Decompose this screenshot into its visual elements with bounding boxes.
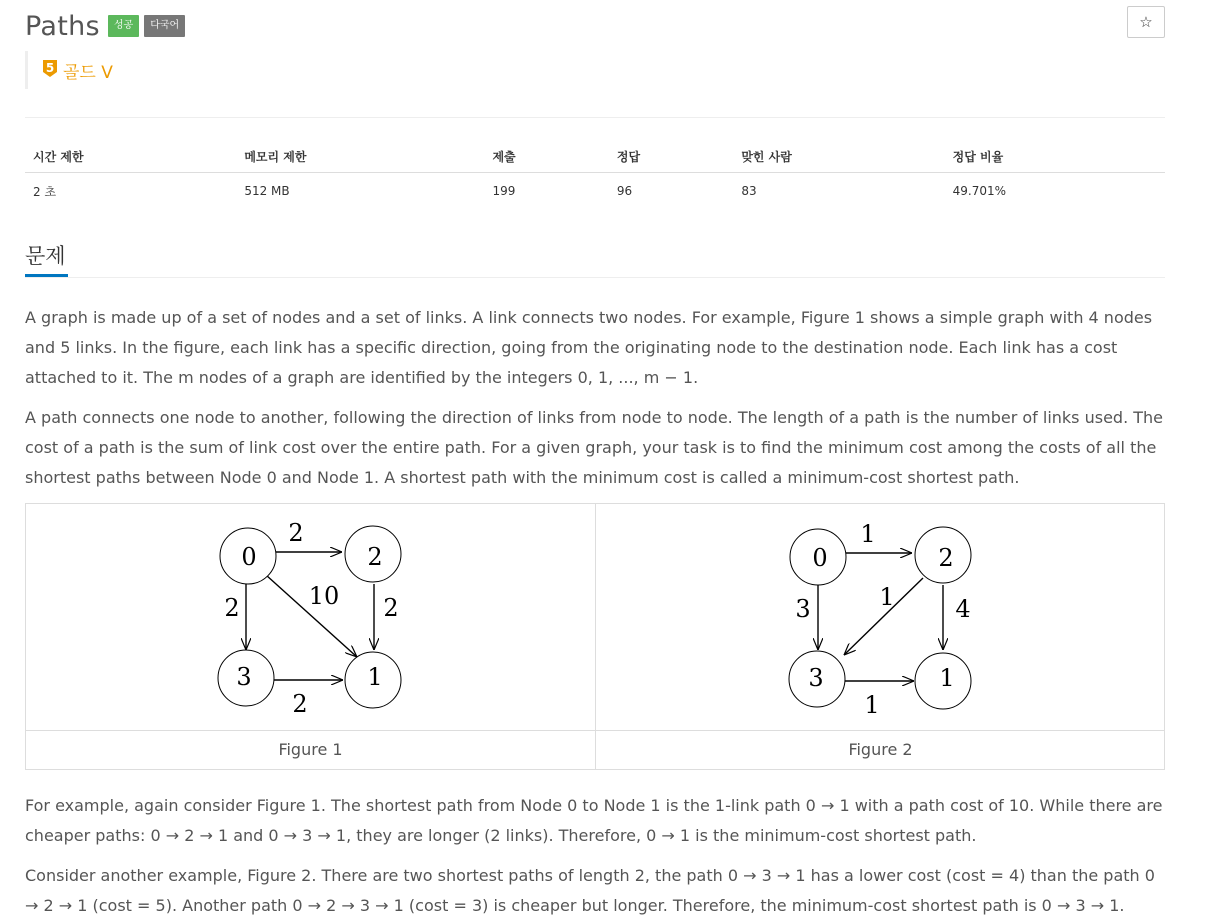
edge-cost-label: 1 (864, 691, 880, 719)
header-time-limit: 시간 제한 (25, 140, 236, 173)
node-label: 1 (367, 663, 383, 691)
edge-cost-label: 10 (308, 582, 340, 610)
header-memory-limit: 메모리 제한 (236, 140, 484, 173)
tier-label: 골드 V (63, 62, 113, 83)
problem-paragraph: Consider another example, Figure 2. There are two shortest paths of length 2, the path 0 → 3 → 1 has a lower cost (cost = 4) than the path 0 → 2 → 1 (cost = 5). Another path 0 → 2 → 3 → 1 (cost = 3) is cheaper but longer. Therefore, the minimum-cost shortest path is 0 → 3 → 1. (25, 866, 1155, 915)
tier-icon (42, 59, 63, 82)
header-submissions: 제출 (484, 140, 608, 173)
multilang-badge: 다국어 (144, 15, 185, 37)
node-label: 1 (939, 664, 955, 692)
edge-cost-label: 4 (955, 595, 971, 623)
figure-1-caption: Figure 1 (278, 740, 343, 759)
node-label: 0 (241, 543, 257, 571)
problem-paragraph: For example, again consider Figure 1. The shortest path from Node 0 to Node 1 is the 1-link path 0 → 1 with a path cost of 10. While there are cheaper paths: 0 → 2 → 1 and 0 → 3 → 1, they are longer (2 links). Therefore, 0 → 1 is the minimum-cost shortest path. (25, 796, 1163, 845)
figure-1-image (26, 504, 595, 731)
value-submissions[interactable]: 199 (492, 184, 516, 198)
node-label: 0 (812, 544, 828, 572)
problem-section-header (25, 240, 1165, 278)
value-solved-users[interactable]: 83 (741, 184, 757, 198)
header-accept-ratio: 정답 비율 (945, 140, 1165, 173)
node-label: 3 (808, 664, 824, 692)
problem-paragraph: A path connects one node to another, following the direction of links from node to node. The length of a path is the number of links used. The cost of a path is the sum of link cost over the entire path. For a given graph, your task is to find the minimum cost among the costs of all the shortest paths between Node 0 and Node 1. A shortest path with the minimum cost is called a minimum-cost shortest path. (25, 408, 1163, 487)
problem-info-table (25, 140, 1165, 209)
node-label: 2 (367, 543, 383, 571)
success-badge: 성공 (108, 15, 139, 37)
star-icon: ☆ (1139, 13, 1153, 31)
figures-table (25, 503, 1165, 770)
header-solved-users: 맞힌 사람 (733, 140, 944, 173)
info-header-row (25, 140, 1165, 173)
node-label: 3 (236, 663, 252, 691)
problem-paragraph: A graph is made up of a set of nodes and a set of links. A link connects two nodes. For example, Figure 1 shows a simple graph with 4 nodes and 5 links. In the figure, each link has a specific direction, going from the originating node to the destination node. Each link has a cost attached to it. The m nodes of a graph are identified by the integers 0, 1, ..., m − 1. (25, 308, 1153, 387)
edge-cost-label: 2 (383, 594, 399, 622)
star-button[interactable] (1127, 6, 1165, 38)
title-row (25, 6, 185, 46)
info-value-row (25, 173, 1165, 210)
node-label: 2 (938, 544, 954, 572)
figure-2-image (596, 504, 1165, 731)
edge-cost-label: 2 (224, 594, 240, 622)
figure-2-caption: Figure 2 (848, 740, 913, 759)
edge-cost-label: 1 (879, 583, 895, 611)
figure-2-cell (595, 504, 1165, 769)
tier-icon-number: 5 (45, 60, 55, 75)
header-accepted: 정답 (609, 140, 733, 173)
value-time-limit: 2 초 (33, 184, 57, 199)
edge-cost-label: 1 (860, 520, 876, 548)
edge-cost-label: 2 (292, 690, 308, 718)
edge-cost-label: 2 (288, 519, 304, 547)
tier-block[interactable] (25, 51, 113, 89)
value-accept-ratio: 49.701% (952, 184, 1007, 198)
edge-cost-label: 3 (795, 595, 811, 623)
figure-1-cell (26, 504, 595, 769)
divider (25, 117, 1165, 118)
value-memory-limit: 512 MB (244, 184, 290, 198)
section-title: 문제 (25, 240, 68, 277)
page-title: Paths (25, 10, 100, 42)
value-accepted[interactable]: 96 (616, 184, 633, 198)
